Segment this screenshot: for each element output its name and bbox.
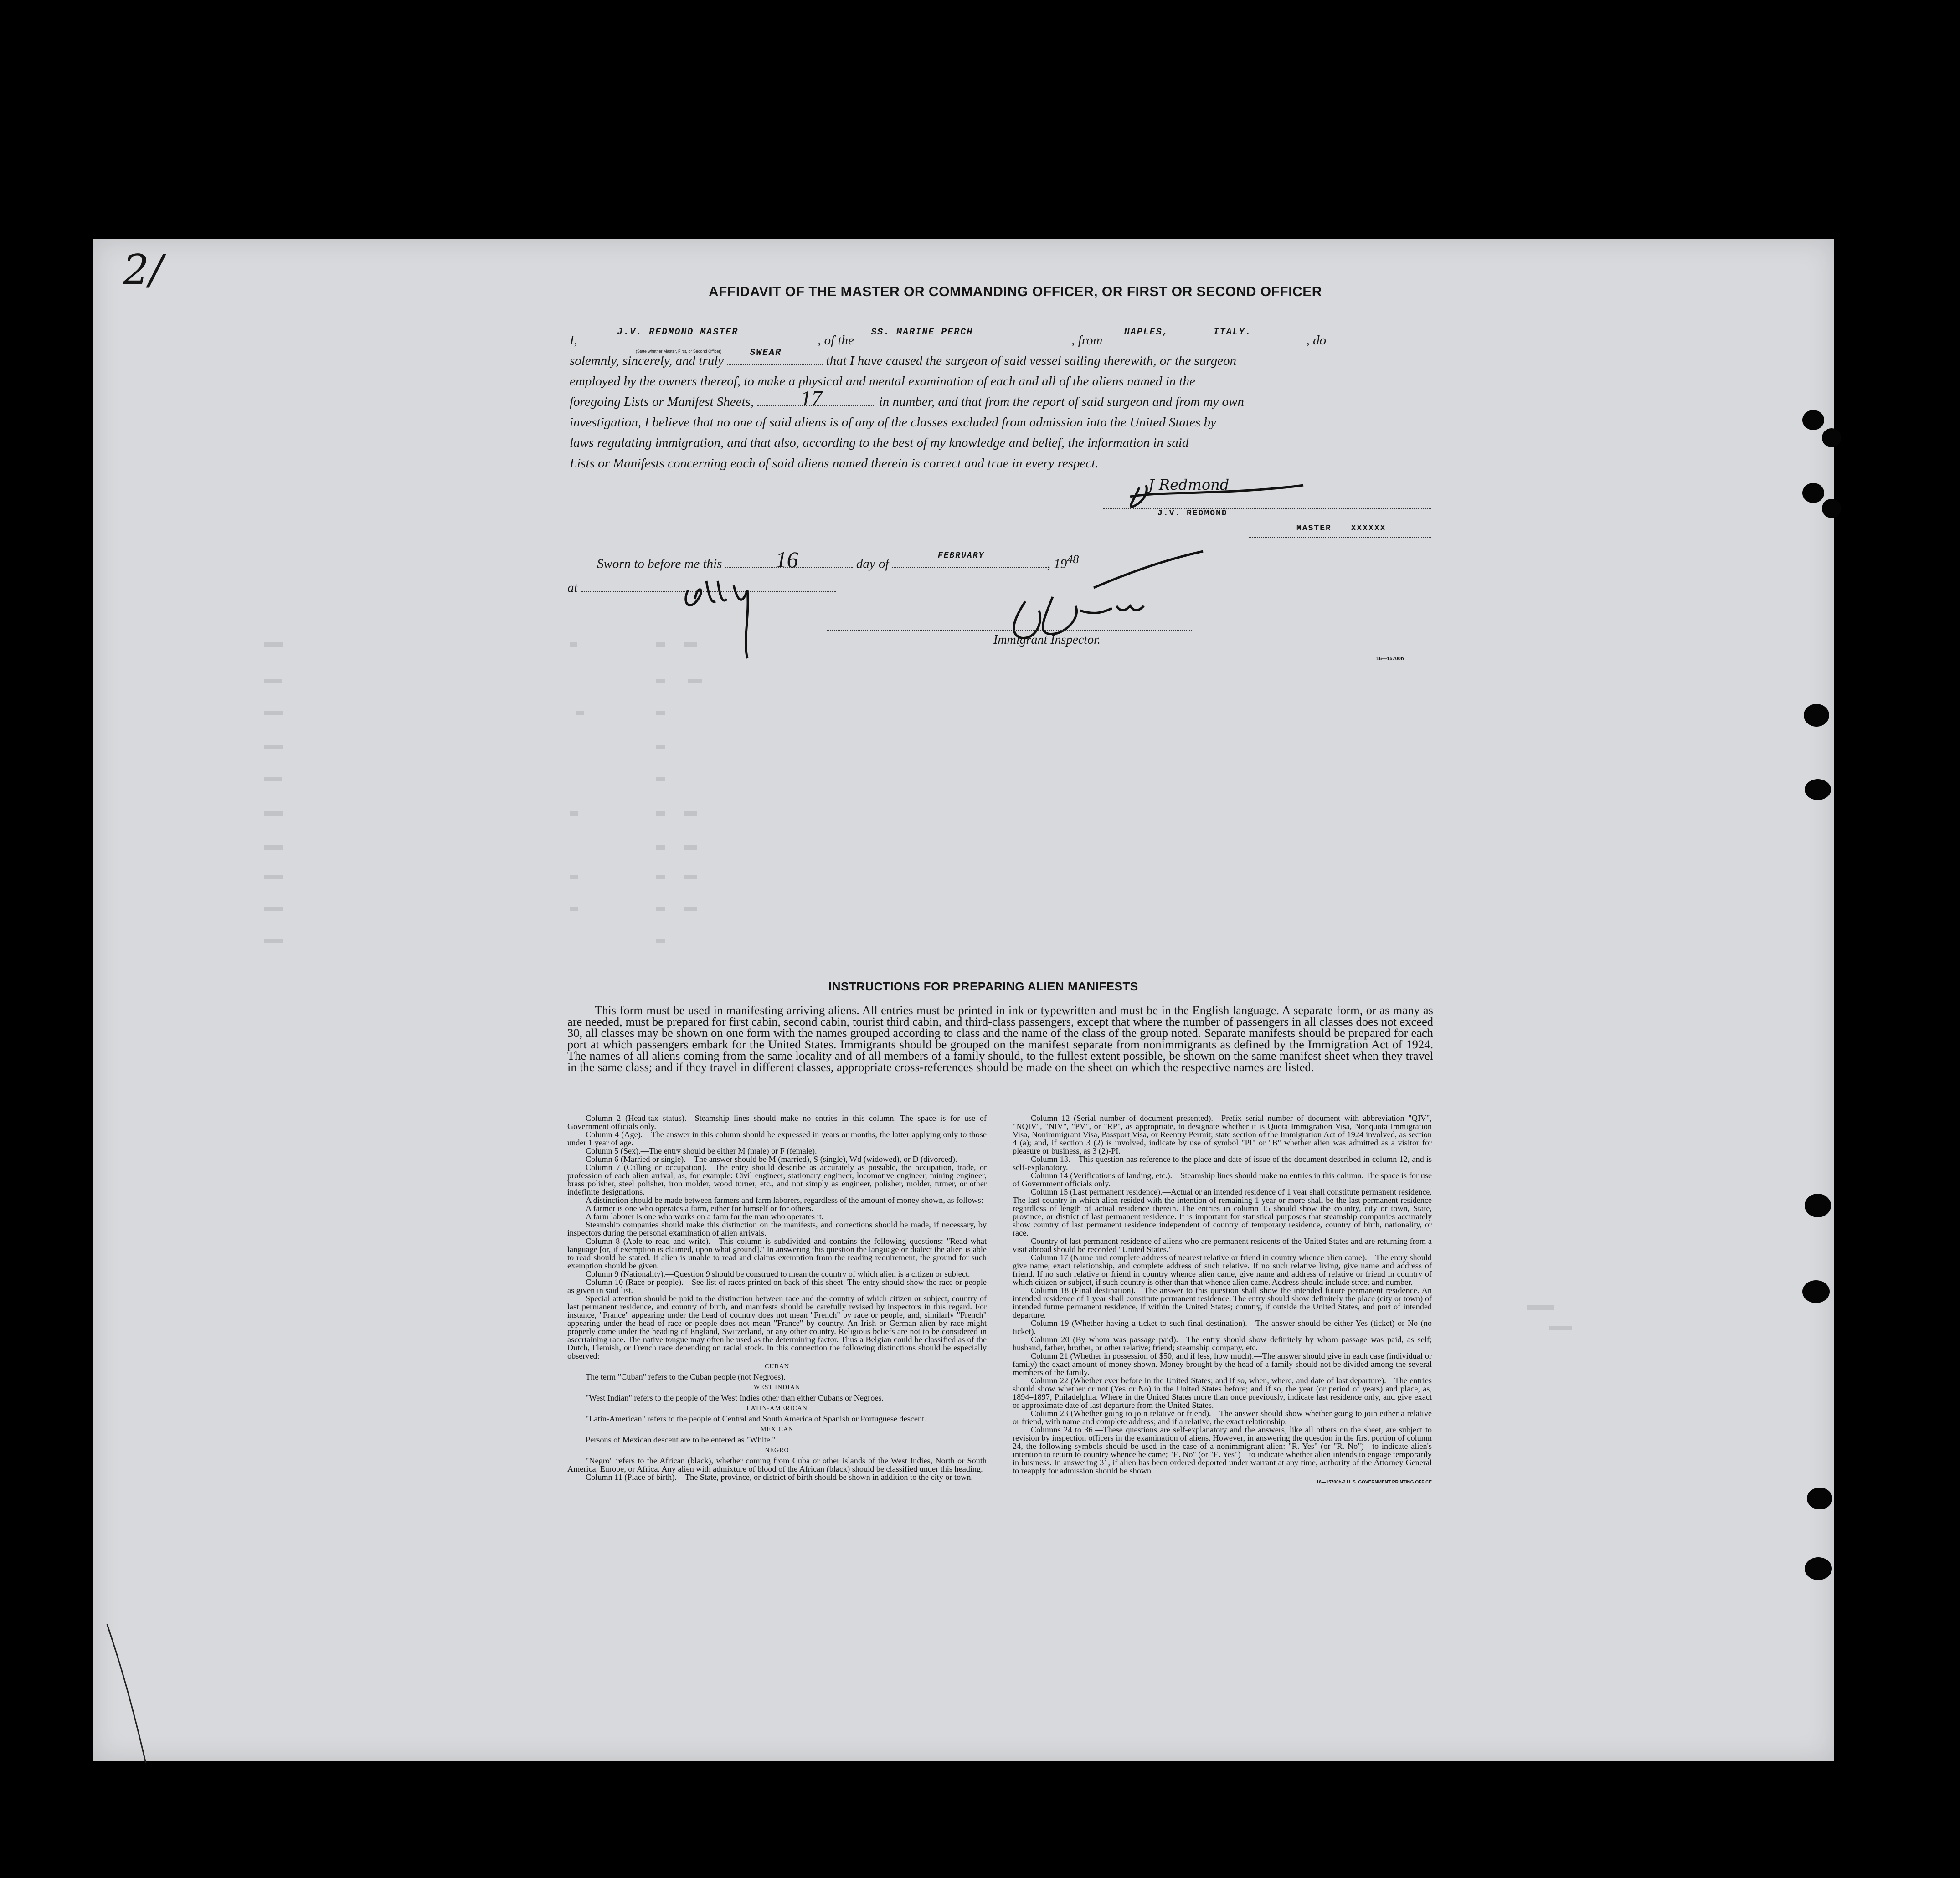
- vessel-name-field: SS. MARINE PERCH: [871, 327, 973, 338]
- punch-hole: [1805, 779, 1831, 800]
- instructions-left-column: [567, 1114, 987, 1481]
- instruction-paragraph: Column 19 (Whether having a ticket to such final destination).—The answer should be either Yes (ticket) or No (no ticket).: [1013, 1319, 1432, 1336]
- definition-latin-american: "Latin-American" refers to the people of Central and South America of Spanish or Portuguese descent.: [586, 1414, 926, 1423]
- instruction-paragraph: Column 13.—This question has reference to the place and date of issue of the document described in column 12, and is self-explanatory.: [1013, 1155, 1432, 1172]
- year-prefix: , 19: [1047, 556, 1067, 571]
- affidavit-line-3: employed by the owners thereof, to make a physical and mental examination of each and all of the aliens named in the: [570, 374, 1195, 389]
- punch-hole: [1804, 704, 1829, 727]
- punch-hole: [1802, 1280, 1830, 1303]
- at-label: at: [567, 580, 578, 595]
- port-field: NAPLES, ITALY.: [1124, 327, 1252, 338]
- affidavit-line-2: [570, 348, 1431, 371]
- swear-field: SWEAR: [750, 348, 782, 358]
- instruction-paragraph: Country of last permanent residence of aliens who are permanent residents of the United States and are returning from a visit abroad should be recorded "United States.": [1013, 1237, 1432, 1254]
- instruction-paragraph: Columns 24 to 36.—These questions are self-explanatory and the answers, like all others on the sheet, are subject to revision by inspection officers in the examination of aliens. However, in answering the question in the first portion of column 24, the following symbols should be used in the case of a nonimmigrant alien: "R. Yes" (or "R. No")—to indicate alien's intention to return to country whence he came; "E. No" (or "E. Yes")—to indicate whether alien intends to engage temporarily in business. In answering 31, if alien has been ordered deported under warrant at any time, authority of the Attorney General to reapply for admission should be shown.: [1013, 1425, 1432, 1475]
- heading-negro: NEGRO: [765, 1447, 789, 1454]
- instruction-paragraph: Column 5 (Sex).—The entry should be either M (male) or F (female).: [586, 1146, 817, 1155]
- affidavit-line-4b: in number, and that from the report of said surgeon and from my own: [879, 395, 1244, 409]
- alien-count-handwritten: 17: [800, 386, 823, 410]
- place-handwriting: [679, 554, 770, 663]
- punch-hole: [1805, 1557, 1832, 1580]
- word-from: , from: [1071, 333, 1103, 348]
- instruction-paragraph: Column 23 (Whether going to join relative or friend).—The answer should show whether going to join either a relative or friend, with name and complete address; and if a relative, the exact relationship.: [1013, 1409, 1432, 1426]
- instruction-paragraph: Column 10 (Race or people).—See list of races printed on back of this sheet. The entry should show the race or people as given in said list.: [567, 1278, 987, 1295]
- instruction-paragraph: Column 22 (Whether ever before in the United States; and if so, when, where, and date of last departure).—The entries should show whether or not (Yes or No) in the United States before; and if so, the year (or period of years) and place, as, 1894–1897, Philadelphia. Where in the United States more than once previously, indicate last residence only, and give exact or approximate date of last departure from the United States.: [1013, 1376, 1432, 1410]
- signer-title: [1296, 524, 1386, 533]
- word-i: I,: [570, 333, 577, 348]
- instruction-paragraph: Column 18 (Final destination).—The answer to this question shall show the intended future permanent residence. An intended residence of 1 year shall constitute permanent residence. The entry should show definitely the place (city or town) of intended future permanent residence, if within the United States; country, if outside the United States, and port of intended departure.: [1013, 1286, 1432, 1319]
- heading-mexican: MEXICAN: [760, 1426, 794, 1433]
- punch-hole: [1805, 1194, 1831, 1217]
- instruction-paragraph: Column 14 (Verifications of landing, etc.).—Steamship lines should make no entries in this column. The space is for use of Government officials only.: [1013, 1171, 1432, 1188]
- form-number: 16—15700b: [1376, 656, 1404, 662]
- instructions-title: INSTRUCTIONS FOR PREPARING ALIEN MANIFESTS: [828, 980, 1138, 993]
- heading-west-indian: WEST INDIAN: [753, 1384, 801, 1391]
- punch-hole: [1802, 483, 1824, 503]
- word-of-the: , of the: [818, 333, 854, 348]
- instructions-intro-text: This form must be used in manifesting arriving aliens. All entries must be printed in ink or typewritten and must be in the English language. A separate form, or as many as are needed, must be prepared for first cabin, second cabin, tourist third cabin, and third-class passengers, except that where the number of passengers in all classes does not exceed 30, all classes may be shown on one form with the names grouped according to class and the name of the class of the group noted. Separate manifests should be prepared for each port at which passengers embark for the United States. Immigrants should be grouped on the manifest separate from nonimmigrants as defined by the Immigration Act of 1924. The names of all aliens coming from the same locality and of all members of a family should, to the fullest extent possible, be shown on the same manifest sheet when they travel in the same class; and if they travel in different classes, appropriate cross-references should be made on the sheet on which the respective names are listed.: [567, 1003, 1433, 1074]
- definition-west-indian: "West Indian" refers to the people of the West Indies other than either Cubans or Negroes.: [586, 1393, 884, 1402]
- signer-name: J.V. REDMOND: [1157, 509, 1228, 518]
- edge-mark: [105, 1622, 155, 1768]
- affidavit-line-6: laws regulating immigration, and that also, according to the best of my knowledge and belief, the information in said: [570, 436, 1189, 450]
- affidavit-line-2-text: that I have caused the surgeon of said vessel sailing therewith, or the surgeon: [826, 354, 1237, 368]
- title-line: [1249, 537, 1431, 538]
- instruction-paragraph: A farmer is one who operates a farm, either for himself or for others.: [586, 1204, 813, 1213]
- punch-hole: [1822, 499, 1841, 518]
- word-do: , do: [1306, 333, 1327, 348]
- page-mark: 2/: [123, 246, 163, 294]
- definition-cuban: The term "Cuban" refers to the Cuban people (not Negroes).: [586, 1372, 786, 1381]
- month-field: FEBRUARY: [937, 551, 985, 560]
- definition-mexican: Persons of Mexican descent are to be entered as "White.": [586, 1435, 776, 1444]
- day-handwritten: 16: [775, 546, 798, 572]
- instruction-paragraph: Column 4 (Age).—The answer in this column should be expressed in years or months, the latter applying only to those under 1 year of age.: [567, 1130, 987, 1147]
- signature-line: [1103, 508, 1431, 509]
- instructions-right-column: [1013, 1114, 1432, 1487]
- word-solemnly: solemnly, sincerely, and truly: [570, 354, 724, 368]
- punch-hole: [1822, 428, 1841, 447]
- instruction-paragraph: A farm laborer is one who works on a farm for the man who operates it.: [586, 1212, 824, 1221]
- instruction-paragraph: Column 9 (Nationality).—Question 9 should be construed to mean the country of which alien is a citizen or subject.: [586, 1269, 970, 1278]
- instruction-paragraph: Column 6 (Married or single).—The answer should be M (married), S (single), Wd (widowed), or D (divorced).: [586, 1155, 957, 1164]
- instruction-paragraph: Column 17 (Name and complete address of nearest relative or friend in country whence alien came).—The entry should give name, exact relationship, and complete address of such relative. If no such relative living, give name and address of friend. If no such relative or friend in country whence alien came, give name and address of relative or friend in country of which citizen or subject, if such country is other than that whence alien came. Address should include street and number.: [1013, 1253, 1432, 1287]
- affidavit-line-4: [570, 386, 1244, 412]
- affidavit-line-1: [570, 327, 1431, 351]
- affidavit-line-4a: foregoing Lists or Manifest Sheets,: [570, 395, 754, 409]
- struck-rank: XXXXXX: [1351, 524, 1386, 533]
- punch-hole: [1802, 410, 1824, 430]
- signer-title-text: MASTER: [1296, 524, 1332, 533]
- instruction-paragraph: Column 7 (Calling or occupation).—The entry should describe as accurately as possible, the occupation, trade, or profession of each alien arrival, as, for example: Civil engineer, stationary engineer, locomotive engineer, mining engineer, brass polisher, steel polisher, iron molder, wood turner, etc., and not simply as engineer, polisher, molder, turner, or other indefinite designations.: [567, 1163, 987, 1196]
- instruction-paragraph: Column 12 (Serial number of document presented).—Prefix serial number of document with abbreviation "QIV", "NQIV", "NIV", "PV", or "RP", as appropriate, to designate whether it is Quota Immigration Visa, Nonquota Immigration Visa, Nonimmigrant Visa, Passport Visa, or Reentry Permit; state section of the Immigration Act of 1924 involved, as section 4 (a); and, if section 3 (2) is involved, indicate by use of symbol "PI" or "B" whether alien was admitted as a visitor for pleasure or business, as 3 (2)-PI.: [1013, 1113, 1432, 1155]
- heading-cuban: CUBAN: [764, 1363, 789, 1370]
- affidavit-line-5: investigation, I believe that no one of said aliens is of any of the classes excluded from admission into the United States by: [570, 415, 1216, 430]
- instruction-paragraph: A distinction should be made between farmers and farm laborers, regardless of the amount of money shown, as follows:: [586, 1196, 983, 1205]
- master-name-field: J.V. REDMOND MASTER: [617, 327, 739, 338]
- year-handwritten: 48: [1067, 553, 1079, 566]
- printing-office-footer: 16—15700b-2 U. S. GOVERNMENT PRINTING OFFICE: [1316, 1480, 1432, 1485]
- heading-latin-american: LATIN-AMERICAN: [746, 1405, 808, 1412]
- instruction-paragraph: Column 15 (Last permanent residence).—Actual or an intended residence of 1 year shall constitute permanent residence. The last country in which alien resided with the intention of remaining 1 year or more shall be the last permanent residence regardless of length of actual residence therein. The entries in column 15 should show the country, city or town, State, province, or district of last permanent residence. It is important for statistical purposes that steamship companies accurately show country of last permanent residence independent of country of temporary residence, country of birth, nationality, or race.: [1013, 1187, 1432, 1237]
- punch-hole: [1807, 1488, 1832, 1509]
- definition-negro: "Negro" refers to the African (black), whether coming from Cuba or other islands of the West Indies, North or South America, Europe, or Africa. Any alien with admixture of blood of the African (black) should be classified under this heading.: [567, 1456, 987, 1473]
- instructions-intro: [567, 1005, 1433, 1073]
- day-of-text: day of: [856, 556, 889, 571]
- rank-note: (State whether Master, First, or Second Officer): [636, 349, 722, 354]
- instruction-paragraph: Steamship companies should make this distinction on the manifests, and corrections should be made, if necessary, by inspectors during the personal examination of alien arrivals.: [567, 1220, 987, 1237]
- affidavit-title: AFFIDAVIT OF THE MASTER OR COMMANDING OFFICER, OR FIRST OR SECOND OFFICER: [709, 284, 1322, 299]
- instruction-paragraph: Column 20 (By whom was passage paid).—The entry should show definitely by whom passage was paid, as self; husband, father, brother, or other relative; friend; steamship company, etc.: [1013, 1335, 1432, 1352]
- sworn-text: Sworn to before me this: [597, 556, 722, 571]
- instruction-paragraph: Special attention should be paid to the distinction between race and the country of which citizen or subject, country of last permanent residence, and country of birth, and manifests should be carefully revised by inspectors in this regard. For instance, "France" appearing under the head of country does not mean "French" by race or people, and, similarly "French" appearing under the head of race or people does not mean "France" by country. An Irish or German alien by race might properly come under the heading of England, Switzerland, or any other country. Religious beliefs are not to be considered in ascertaining race. The native tongue may often be used as the determining factor. Thus a Belgian could be classified as of the Dutch, Flemish, or French race depending on racial stock. In this connection the following distinctions should be especially observed:: [567, 1294, 987, 1360]
- inspector-label: Immigrant Inspector.: [993, 633, 1101, 647]
- instruction-paragraph: Column 2 (Head-tax status).—Steamship lines should make no entries in this column. The space is for use of Government officials only.: [567, 1113, 987, 1131]
- master-signature-text: J Redmond: [1148, 476, 1230, 493]
- affidavit-line-7: Lists or Manifests concerning each of said aliens named therein is correct and true in every respect.: [570, 456, 1099, 471]
- instruction-paragraph: Column 21 (Whether in possession of $50, and if less, how much).—The answer should give in each case (individual or family) the exact amount of money shown. Money brought by the head of a family should not be divided among the several members of the family.: [1013, 1351, 1432, 1377]
- instruction-paragraph: Column 8 (Able to read and write).—This column is subdivided and contains the following questions: "Read what language [or, if exemption is claimed, upon what ground]." In answering this question the language or dialect the alien is able to read should be stated. If alien is unable to read and claims exemption from the reading requirement, the ground for such exemption should be given.: [567, 1237, 987, 1270]
- instruction-column-11: Column 11 (Place of birth).—The State, province, or district of birth should be shown in addition to the city or town.: [586, 1473, 973, 1482]
